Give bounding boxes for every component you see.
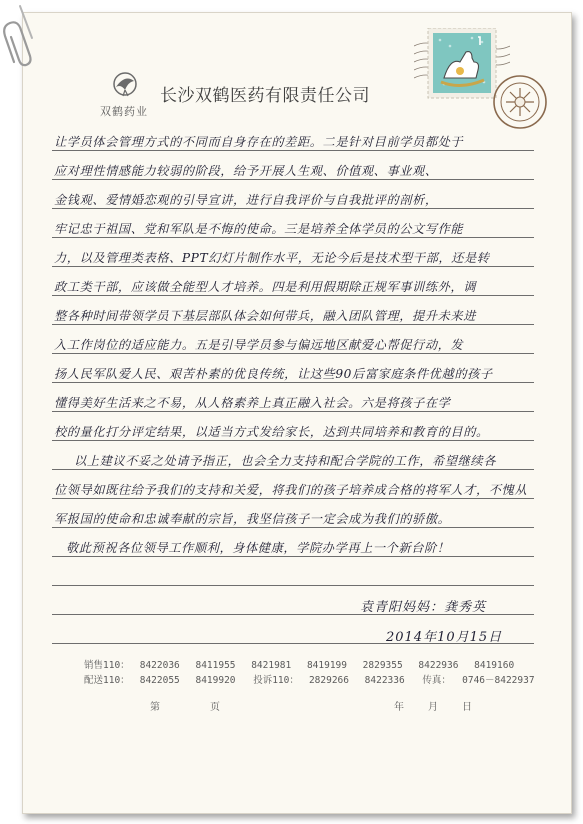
phone-number: 8419199 <box>306 660 347 671</box>
phone-number: 8421981 <box>251 660 292 671</box>
phone-number: 8419160 <box>474 660 515 671</box>
paperclip-icon <box>0 2 40 68</box>
letter-line: 扬人民军队爱人民、艰苦朴素的优良传统，让这些90后富家庭条件优越的孩子 <box>54 367 493 381</box>
signature: 袁青阳妈妈：龚秀英 <box>360 600 487 615</box>
phone-number: 8422036 <box>139 660 180 671</box>
footer-label: 传真： <box>422 675 451 686</box>
letter-line: 校的量化打分评定结果，以适当方式发给家长，达到共同培养和教育的目的。 <box>54 425 489 439</box>
crane-logo-icon <box>108 70 142 98</box>
company-name: 长沙双鹤医药有限责任公司 <box>160 86 370 106</box>
letter-line: 以上建议不妥之处请予指正，也会全力支持和配合学院的工作，希望继续各 <box>74 454 496 468</box>
letter-line: 政工类干部，应该做全能型人才培养。四是利用假期除正规军事训练外，调 <box>54 280 476 294</box>
fax-number: 0746－8422937 <box>462 675 535 686</box>
page-label-prefix: 第 <box>150 702 160 713</box>
letter-line: 让学员体会管理方式的不同而自身存在的差距。二是针对目前学员都处于 <box>54 135 464 149</box>
page-label-suffix: 页 <box>210 702 220 713</box>
letter-line: 入工作岗位的适应能力。五是引导学员参与偏远地区献爱心帮促行动，发 <box>54 338 464 352</box>
delivery-phone-row <box>84 672 542 686</box>
letter-line: 敬此预祝各位领导工作顺利，身体健康，学院办学再上一个新台阶！ <box>66 541 450 555</box>
phone-number: 2829266 <box>308 675 349 686</box>
letter-line: 军报国的使命和忠诚奉献的宗旨，我坚信孩子一定会成为我们的骄傲。 <box>54 512 451 526</box>
phone-number: 2829355 <box>362 660 403 671</box>
letter-line: 位领导如既往给予我们的支持和关爱，将我们的孩子培养成合格的将军人才，不愧从 <box>54 483 528 497</box>
postmark-seal-icon <box>492 74 548 130</box>
letter-line: 牢记忠于祖国、党和军队是不悔的使命。三是培养全体学员的公文写作能 <box>54 222 464 236</box>
letter-line: 整各种时间带领学员下基层部队体会如何带兵，融入团队管理，提升未来进 <box>54 309 476 323</box>
footer-label: 销售110： <box>84 660 130 671</box>
date-year-label: 年 <box>394 702 404 713</box>
phone-number: 8422055 <box>139 675 180 686</box>
logo-text: 双鹤药业 <box>100 105 148 118</box>
phone-number: 8422936 <box>418 660 459 671</box>
letter-date: 2014年10月15日 <box>386 630 503 645</box>
phone-number: 8411955 <box>195 660 236 671</box>
letter-line: 应对理性情感能力较弱的阶段，给予开展人生观、价值观、事业观、 <box>54 164 438 178</box>
phone-number: 8422336 <box>364 675 405 686</box>
phone-number: 8419920 <box>195 675 236 686</box>
company-logo <box>94 70 154 119</box>
footer-label: 配送110： <box>84 675 130 686</box>
sales-phone-row <box>84 657 522 671</box>
letter-line: 力，以及管理类表格、PPT幻灯片制作水平，无论今后是技术型干部，还是转 <box>54 251 490 265</box>
letter-line: 懂得美好生活来之不易，从人格素养上真正融入社会。六是将孩子在学 <box>54 396 451 410</box>
date-day-label: 日 <box>462 702 472 713</box>
letter-line: 金钱观、爱情婚恋观的引导宣讲，进行自我评价与自我批评的剖析， <box>54 193 438 207</box>
date-month-label: 月 <box>428 702 438 713</box>
footer-label: 投诉110： <box>253 675 299 686</box>
